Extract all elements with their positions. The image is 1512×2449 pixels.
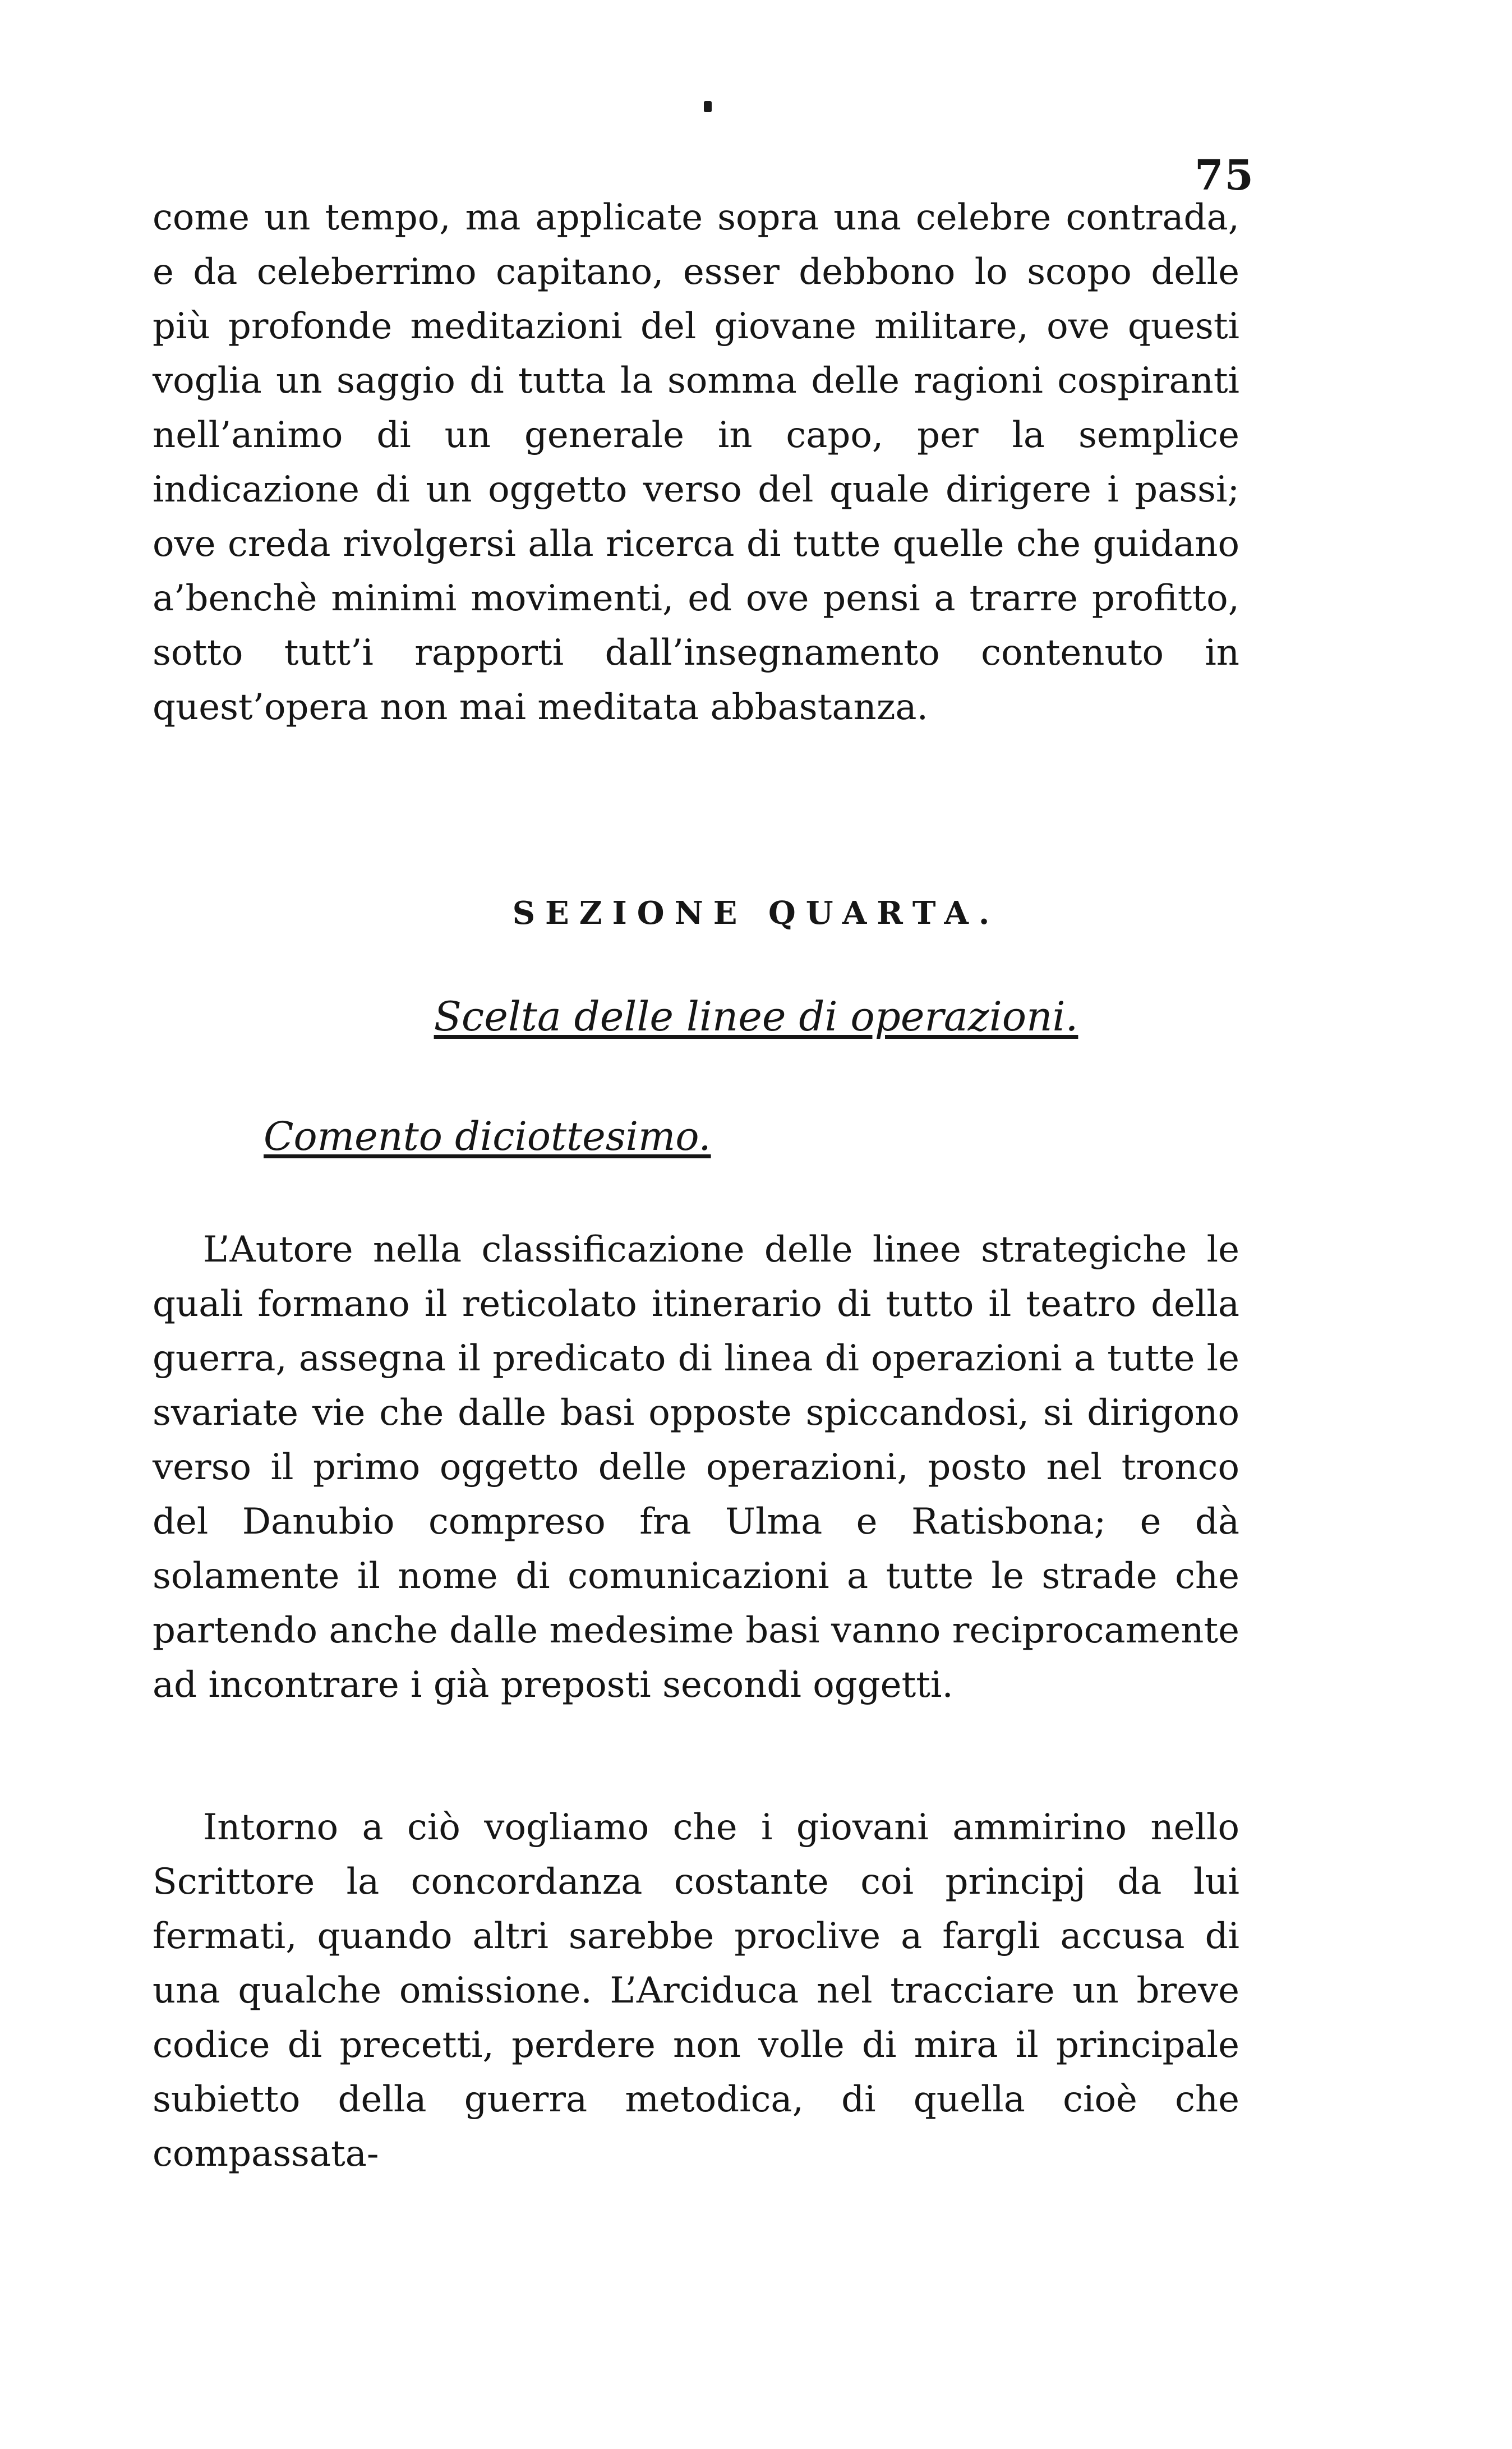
- body-text-block: [153, 1801, 1239, 2181]
- paragraph: L’Autore nella classificazione delle linee strategiche le quali formano il reticolato itinerario di tutto il teatro della guerra, assegna il predicato di linea di operazioni a tutte le svariate vie che dalle basi opposte spiccandosi, si dirigono verso il primo oggetto delle operazioni, posto nel tronco del Danubio compreso fra Ulma e Ratisbona; e dà solamente il nome di comunicazioni a tutte le strade che partendo anche dalle medesime basi vanno reciprocamente ad incontrare i già preposti secondi oggetti.: [153, 1229, 1239, 1706]
- opening-text-block: [153, 191, 1239, 735]
- commentary-heading: Comento diciottesimo.: [264, 1113, 711, 1159]
- section-subtitle: Scelta delle linee di operazioni.: [434, 993, 1078, 1040]
- paragraph: come un tempo, ma applicate sopra una celebre contrada, e da celeberrimo capitano, esser debbono lo scopo delle più profonde meditazioni del giovane militare, ove questi voglia un saggio di tutta la somma delle ragioni cospiranti nell’animo di un generale in capo, per la semplice indicazione di un oggetto verso del quale dirigere i passi; ove creda rivolgersi alla ricerca di tutte quelle che guidano a’benchè minimi movimenti, ed ove pensi a trarre profitto, sotto tutt’i rapporti dall’insegnamento contenuto in quest’opera non mai meditata abbastanza.: [153, 197, 1239, 728]
- paragraph: Intorno a ciò vogliamo che i giovani ammirino nello Scrittore la concordanza costante coi principj da lui fermati, quando altri sarebbe proclive a fargli accusa di una qualche omissione. L’Arciduca nel tracciare un breve codice di precetti, perdere non volle di mira il principale subietto della guerra metodica, di quella cioè che compassata-: [153, 1807, 1239, 2175]
- page-number: 75: [1195, 151, 1255, 200]
- print-mark: [704, 101, 712, 112]
- body-text-block: [153, 1223, 1239, 1713]
- section-heading: SEZIONE QUARTA.: [512, 895, 1000, 932]
